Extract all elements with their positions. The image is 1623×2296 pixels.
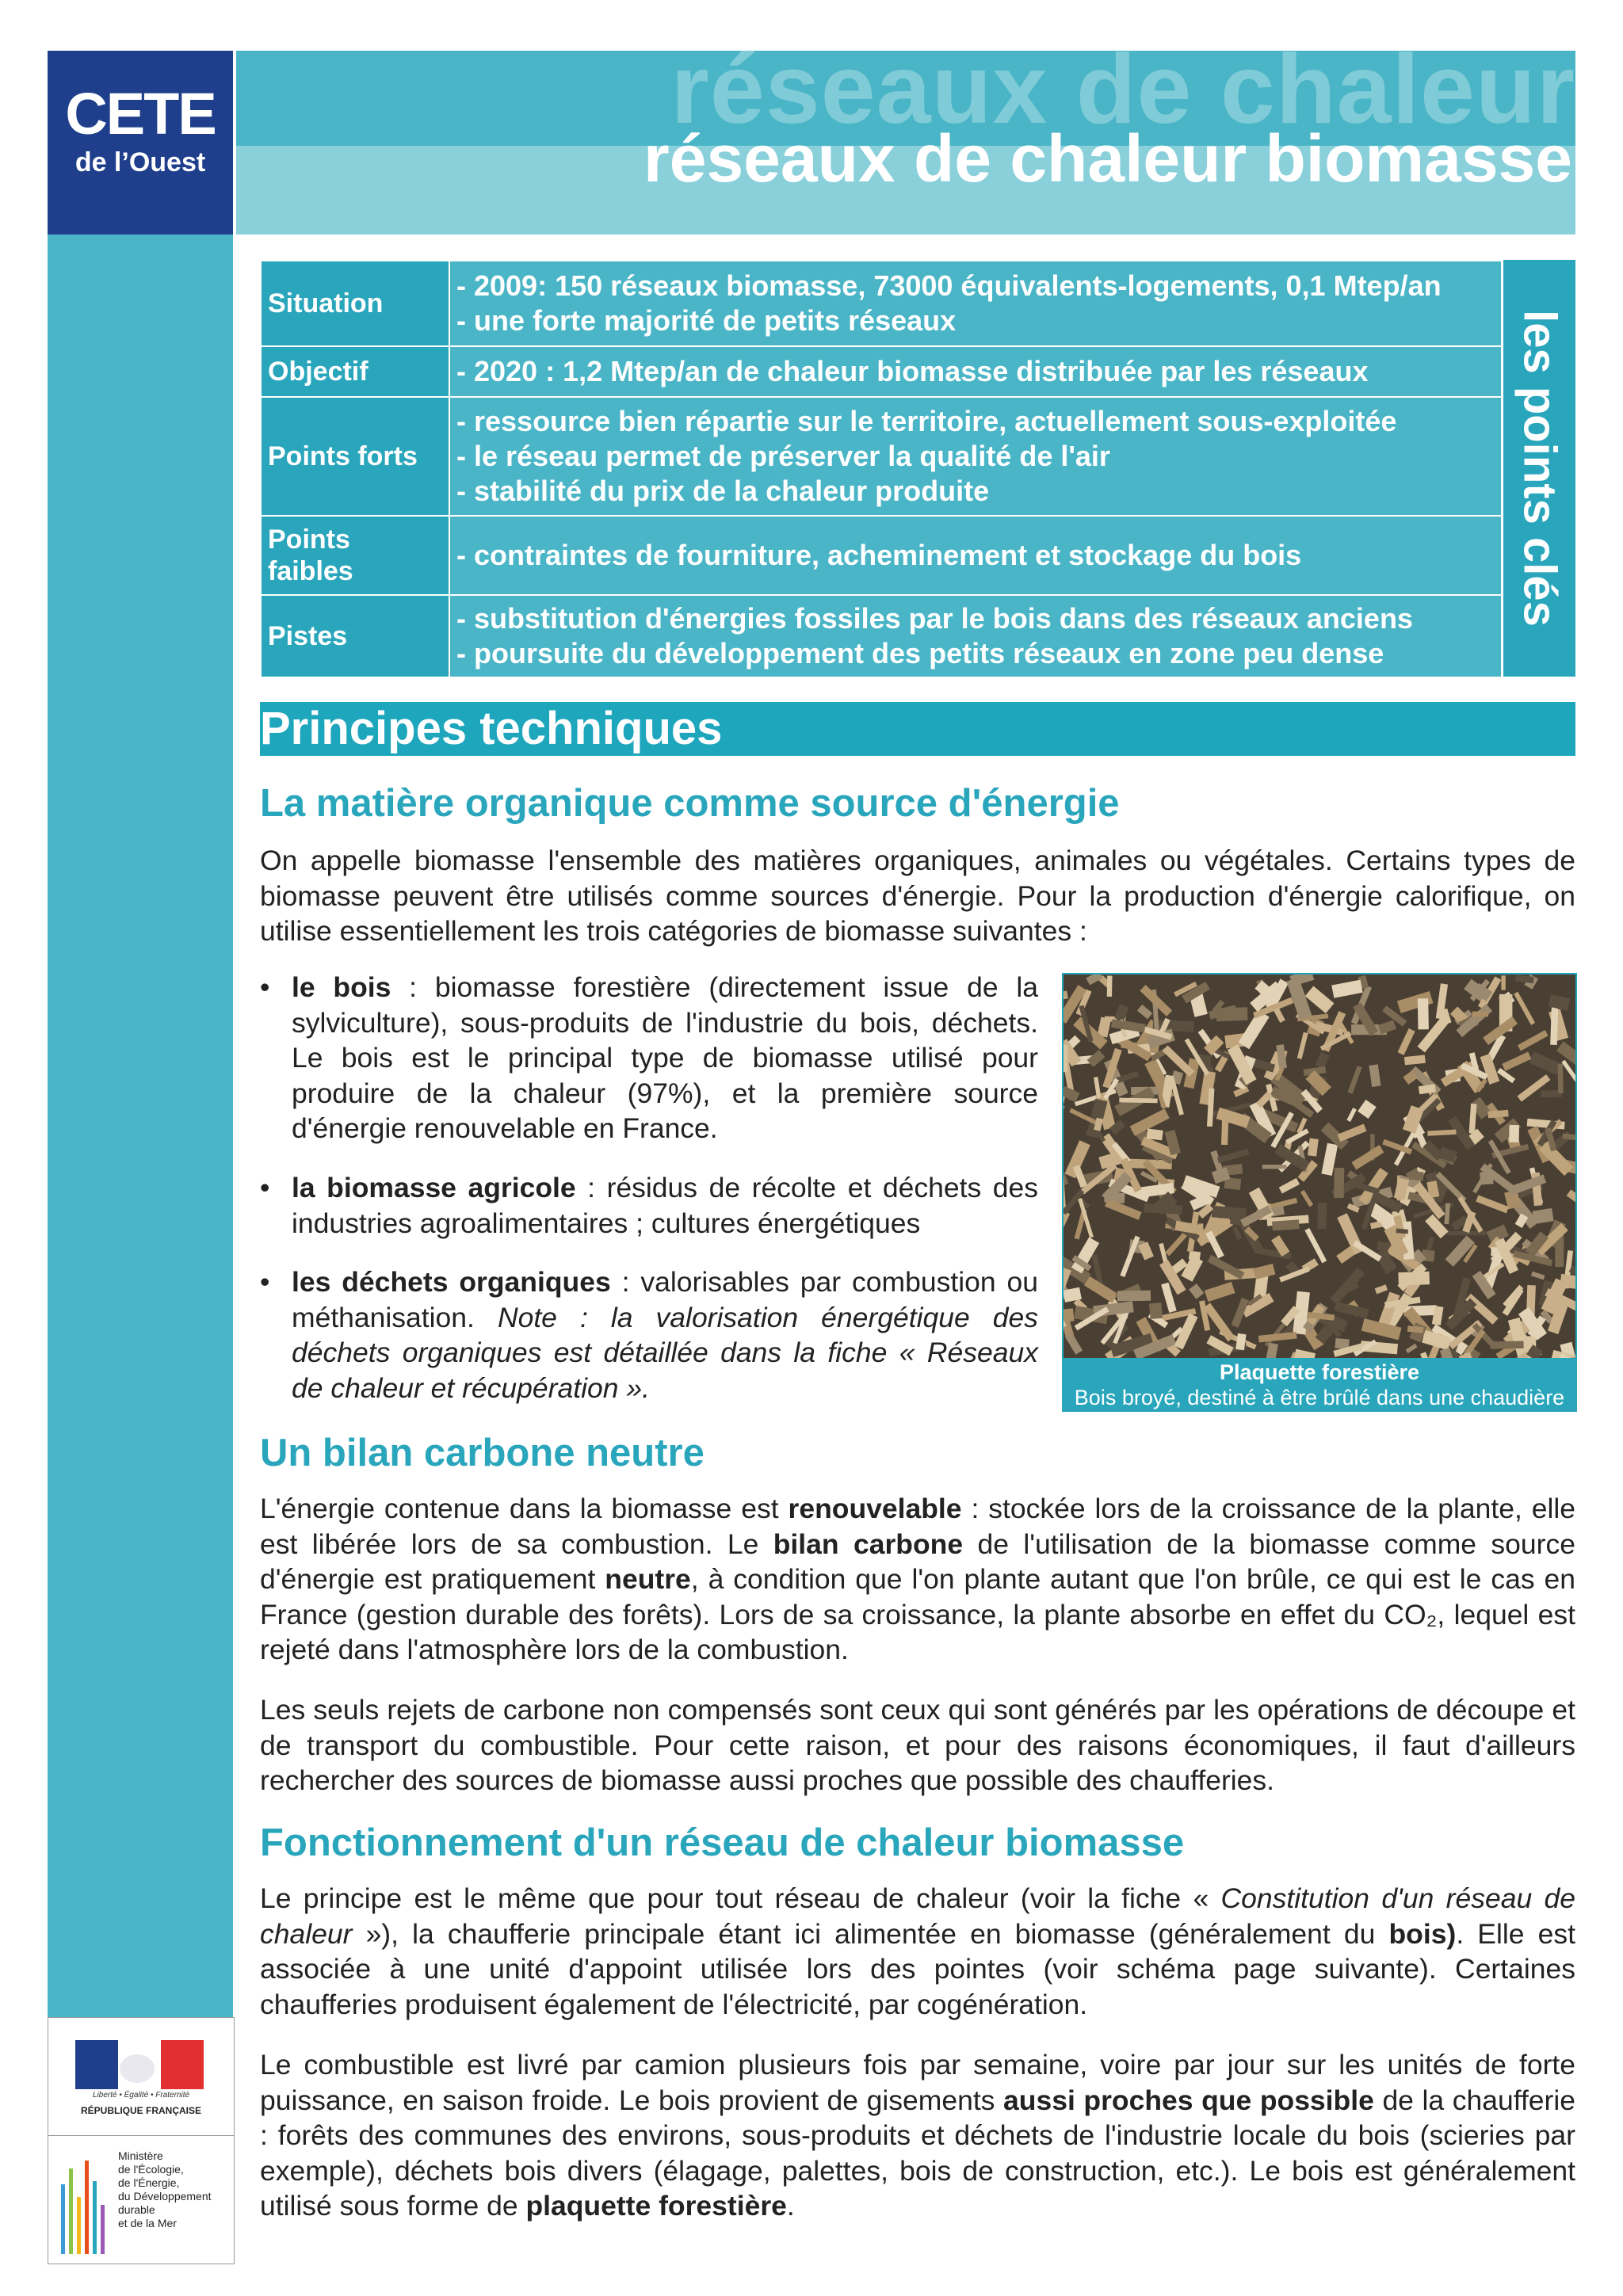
- left-sidebar-band: [48, 51, 233, 2263]
- key-points-line: - substitution d'énergies fossiles par le bois dans des réseaux anciens: [456, 602, 1413, 635]
- key-points-value: [449, 261, 1502, 346]
- logo-ouest-text: de l’Ouest: [74, 147, 206, 177]
- ministry-line: de l'Écologie,: [118, 2163, 184, 2176]
- cete-logo: [48, 51, 233, 235]
- key-points-side-text: les points clés: [1514, 310, 1565, 627]
- ministry-footer-logo: [48, 2017, 235, 2264]
- ministry-line: du Développement: [118, 2190, 212, 2203]
- ministry-line: de l'Énergie,: [118, 2176, 180, 2189]
- heading-organic-matter: La matière organique comme source d'énergie: [260, 782, 1120, 825]
- ministry-bars-icon: [56, 2153, 115, 2256]
- paragraph-carbon-2: Les seuls rejets de carbone non compensés sont ceux qui sont générés par les opérations de découpe et de transport du combustible. Pour cette raison, et pour des raisons économiques, il faut d'ailleurs rechercher des sources de biomasse aussi proches que possible des chaufferies.: [260, 1694, 1575, 1797]
- key-points-value: [449, 595, 1502, 677]
- page-title: réseaux de chaleur biomasse: [643, 121, 1572, 196]
- key-points-row: [261, 516, 1502, 595]
- ministry-line: Ministère: [118, 2149, 163, 2162]
- photo-caption-text: Bois broyé, destiné à être brûlé dans une chaudière: [1074, 1386, 1565, 1409]
- list-item: • les déchets organiques : valorisables par combustion ou méthanisation. Note : la valorisation énergétique des déchets organiques est détaillée dans la fiche « Réseaux de chaleur et récupération ».: [260, 1264, 1038, 1405]
- ministry-name: [118, 2149, 229, 2230]
- key-points-row: [261, 261, 1502, 346]
- footer-divider: [48, 2135, 234, 2136]
- wood-chips-photo: [1062, 973, 1577, 1361]
- key-points-line: - 2020 : 1,2 Mtep/an de chaleur biomasse distribuée par les réseaux: [456, 355, 1369, 387]
- ministry-line: durable: [118, 2203, 155, 2216]
- key-points-label: Points forts: [261, 397, 449, 516]
- list-item: • le bois : biomasse forestière (directement issue de la sylviculture), sous-produits de l'industrie du bois, déchets. Le bois est le principal type de biomasse utilisé pour produire de la chaleur (97%), et la première source d'énergie renouvelable en France.: [260, 970, 1038, 1146]
- key-points-line: - le réseau permet de préserver la qualité de l'air: [456, 440, 1110, 472]
- page-header: [236, 51, 1575, 235]
- republic-name: RÉPUBLIQUE FRANÇAISE: [80, 2105, 201, 2116]
- key-points-line: - une forte majorité de petits réseaux: [456, 304, 957, 337]
- ministry-line: et de la Mer: [118, 2217, 177, 2229]
- key-points-label: Situation: [261, 261, 449, 346]
- key-points-row: [261, 346, 1502, 397]
- photo-caption-title: Plaquette forestière: [1219, 1360, 1420, 1384]
- key-points-label: Pistes: [261, 595, 449, 677]
- photo-caption: [1062, 1358, 1577, 1412]
- header-ghost-title: réseaux de chaleur: [670, 51, 1575, 144]
- key-points-line: - stabilité du prix de la chaleur produite: [456, 475, 990, 507]
- list-item: • la biomasse agricole : résidus de récolte et déchets des industries agroalimentaires ; cultures énergétiques: [260, 1170, 1038, 1241]
- key-points-row: [261, 397, 1502, 516]
- paragraph-network-2: Le combustible est livré par camion plusieurs fois par semaine, voire par jour sur les unités de forte puissance, en saison froide. Le bois provient de gisements aussi proches que possible de la chaufferie : forêts des communes des environs, sous-produits et déchets de l'industrie locale du bois (scieries par exemple), déchets bois divers (élagage, palettes, bois de construction, etc.). Le bois est généralement utilisé sous forme de plaquette forestière.: [260, 2049, 1576, 2222]
- marianne-flag-icon: [75, 2040, 204, 2089]
- key-points-value: [449, 516, 1502, 595]
- key-points-row: [261, 595, 1502, 677]
- section-title: Principes techniques: [260, 703, 723, 754]
- key-points-label: Objectif: [261, 346, 449, 397]
- section-title-bar: [260, 702, 1575, 756]
- key-points-table: [260, 260, 1503, 678]
- key-points-line: - contraintes de fourniture, acheminement et stockage du bois: [456, 539, 1302, 571]
- wood-chips-image: [1064, 974, 1575, 1360]
- heading-carbon-neutral: Un bilan carbone neutre: [260, 1432, 705, 1474]
- paragraph-carbon-1: L'énergie contenue dans la biomasse est renouvelable : stockée lors de la croissance de la plante, elle est libérée lors de sa combustion. Le bilan carbone de l'utilisation de la biomasse comme source d'énergie est pratiquement neutre, à condition que l'on plante autant que l'on brûle, ce qui est le cas en France (gestion durable des forêts). Lors de sa croissance, la plante absorbe en effet du CO₂, lequel est rejeté dans l'atmosphère lors de la combustion.: [260, 1493, 1575, 1666]
- key-points-value: [449, 346, 1502, 397]
- key-points-line: - ressource bien répartie sur le territoire, actuellement sous-exploitée: [456, 405, 1397, 437]
- key-points-line: - 2009: 150 réseaux biomasse, 73000 équivalents-logements, 0,1 Mtep/an: [456, 269, 1442, 302]
- biomass-category-list: [260, 970, 1038, 1430]
- key-points-label: Points faibles: [261, 516, 449, 595]
- key-points-line: - poursuite du développement des petits réseaux en zone peu dense: [456, 637, 1384, 669]
- paragraph-intro: On appelle biomasse l'ensemble des matières organiques, animales ou végétales. Certains types de biomasse peuvent être utilisés comme sources d'énergie. Pour la production d'énergie calorifique, on utilise essentiellement les trois catégories de biomasse suivantes :: [260, 845, 1575, 948]
- republic-motto: Liberté • Égalité • Fraternité: [92, 2091, 190, 2100]
- key-points-value: [449, 397, 1502, 516]
- heading-network-operation: Fonctionnement d'un réseau de chaleur biomasse: [260, 1821, 1185, 1864]
- paragraph-network-1: Le principe est le même que pour tout réseau de chaleur (voir la fiche « Constitution d'un réseau de chaleur »), la chaufferie principale étant ici alimentée en biomasse (généralement du bois). Elle est associée à une unité d'appoint utilisée lors des pointes (voir schéma page suivante). Certaines chaufferies produisent également de l'électricité, par cogénération.: [260, 1882, 1575, 2020]
- key-points-side-label: [1503, 260, 1575, 677]
- logo-cete-text: CETE: [65, 81, 216, 147]
